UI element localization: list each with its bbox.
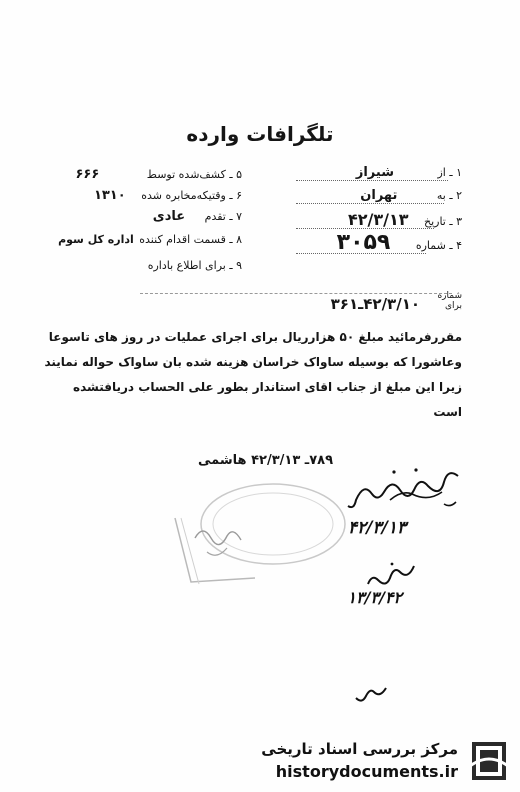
field-priority xyxy=(153,210,242,223)
field-number-value: ۳۰۵۹ xyxy=(336,230,391,255)
footer-website: historydocuments.ir xyxy=(275,762,458,781)
body-line: است xyxy=(433,405,462,419)
field-date-value: ۴۲/۳/۱۳ xyxy=(347,210,409,229)
field-date-label: ۳ ـ تاریخ xyxy=(423,215,462,228)
field-action-dept-label: ۸ ـ قسمت اقدام کننده xyxy=(139,233,242,246)
field-sent-time-value: ۱۳۱۰ xyxy=(93,188,126,203)
field-info-dept-label: ۹ ـ برای اطلاع باداره xyxy=(147,259,242,272)
field-to-label: ۲ ـ به xyxy=(436,189,462,202)
field-decoded-by xyxy=(75,168,242,181)
reference-label xyxy=(437,291,462,312)
archive-logo-icon xyxy=(466,736,512,786)
telegram-body xyxy=(44,325,462,425)
footer-watermark xyxy=(238,732,520,792)
initials-scribble xyxy=(362,560,422,590)
field-info-dept xyxy=(134,260,242,271)
section-divider xyxy=(140,293,452,294)
field-decoded-by-value: ۶۶۶ xyxy=(75,167,100,182)
initial-mark xyxy=(350,682,390,704)
field-date xyxy=(348,212,462,228)
field-priority-value: عادی xyxy=(152,209,186,224)
field-from-value: شیراز xyxy=(355,165,394,180)
field-from xyxy=(356,166,462,179)
field-number-line xyxy=(296,253,426,254)
field-to xyxy=(360,189,462,202)
field-priority-label: ۷ ـ تقدم xyxy=(204,210,242,223)
field-number xyxy=(337,232,462,254)
body-line: مقررفرمائید مبلغ ۵۰ هزارریال برای اجرای عملیات در روز های تاسوعا xyxy=(48,330,462,344)
signature-scribble xyxy=(346,462,466,518)
faded-stamp xyxy=(155,478,355,588)
reference-label-for: برای xyxy=(444,301,462,312)
footer-org-name: مرکز بررسی اسناد تاریخی xyxy=(261,740,458,758)
reference-label-number: شماره xyxy=(437,291,462,301)
field-from-label: ۱ ـ از xyxy=(437,166,462,179)
field-sent-time xyxy=(94,189,242,202)
body-line: وعاشورا که بوسیله ساواک خراسان هزینه شده بان ساواک حواله نمایند xyxy=(44,355,462,369)
field-to-line xyxy=(296,203,444,204)
field-action-dept-value: اداره کل سوم xyxy=(58,233,134,246)
field-decoded-by-label: ۵ ـ کشف‌شده توسط xyxy=(146,168,242,181)
body-line: زیرا این مبلغ از جناب اقای استاندار بطور علی الحساب دریافتشده xyxy=(73,380,462,394)
field-from-line xyxy=(296,180,448,181)
field-sent-time-label: ۶ ـ وقتیکه‌مخابره شده xyxy=(141,189,242,202)
handwritten-date-2: ۱۳/۳/۴۲ xyxy=(347,588,402,607)
document-title: تلگرافات وارده xyxy=(186,122,334,146)
reference-value: ۴۲/۳/۱۰ـ۳۶۱ xyxy=(330,295,420,313)
signoff: ۷۸۹ـ ۴۲/۳/۱۳ هاشمی xyxy=(198,453,334,468)
field-action-dept xyxy=(58,234,242,245)
field-number-label: ۴ ـ شماره xyxy=(415,239,462,252)
field-date-line xyxy=(296,228,434,229)
handwritten-date-1: ۴۲/۳/۱۳ xyxy=(347,518,406,538)
field-to-value: تهران xyxy=(360,188,398,203)
